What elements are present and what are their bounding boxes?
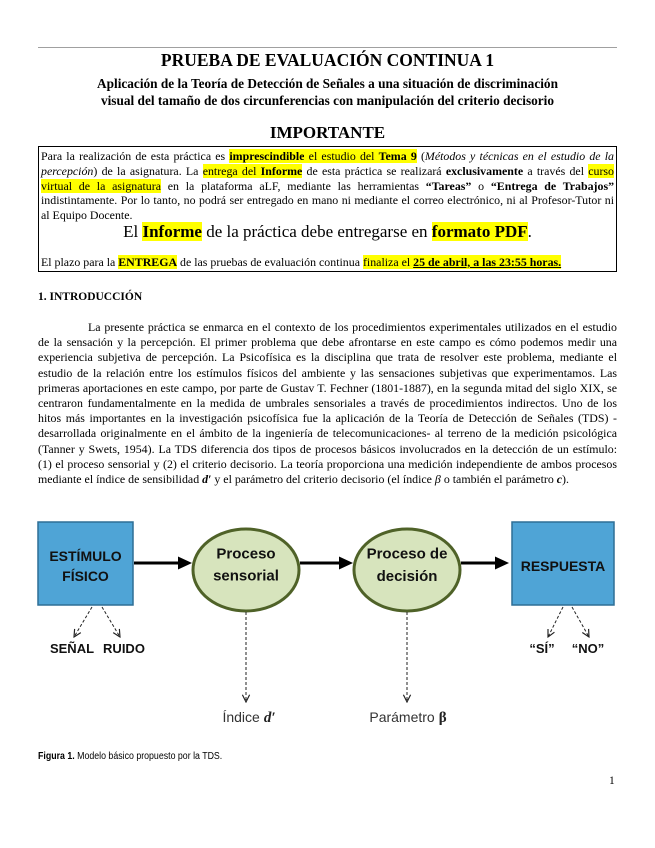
- text-run: La presente práctica se enmarca en el contexto de los procedimientos experimentales utilizados en el estudio de la sensación y la percepción. El primer problema que debe afrontarse en este campo es cómo podemos medir una experiencia subjetiva de percepción. La Psicofísica es la disciplina que trata de resolver este problema, mediante el estudio de la relación entre los estímulos físicos del ambiente y las sensaciones subjetivas que experimentamos. Las primeras aportaciones en este campo, por parte de Gustav T. Fechner (1801-1887), en la segunda mitad del siglo XIX, se centraron fundamentalmente en la medida de umbrales sensoriales a través de procedimientos indirectos. Uno de los hitos más importantes en la investigación psicofísica fue la aplicación de la Teoría de Detección de Señales (TDS) -desarrollada originalmente en el ámbito de la ingeniería de telecomunicaciones- al terreno de la medición psicológica (Tanner y Swets, 1954). La TDS diferencia dos tipos de procesos básicos involucrados en la detección de un estímulo: (1) el proceso sensorial y (2) el criterio decisorio. La teoría proporciona una medición independiente de ambos procesos mediante el índice de sensibilidad: [38, 320, 617, 487]
- tds-model-diagram: [0, 510, 655, 732]
- text-run: ).: [562, 472, 569, 487]
- arrow-head: [339, 557, 353, 570]
- document-subtitle: [38, 75, 617, 109]
- italic-text: β: [434, 472, 441, 487]
- text-run: Para la realización de esta práctica es: [41, 149, 230, 163]
- text-run: y el parámetro del criterio decisorio (el índice: [211, 472, 435, 487]
- notice-pdf-format: [41, 223, 614, 241]
- highlighted-text: ENTREGA: [118, 254, 178, 269]
- text-run: de la práctica debe entregarse en: [201, 221, 432, 241]
- italic-text: Métodos y técnicas en el estudio de la percepción: [41, 149, 615, 178]
- stimulus-node: [38, 522, 133, 605]
- bold-text: “Tareas”: [425, 178, 472, 193]
- no-response-label: “NO”: [571, 641, 605, 656]
- text-run: indistintamente. Por lo tanto, no podrá ser entregado en mano ni mediante el correo electrónico, ni al Profesor-Tutor ni al Equipo Docente.: [41, 193, 614, 223]
- figure-caption-label: Figura 1.: [38, 751, 75, 762]
- arrow-head: [178, 557, 192, 570]
- text-run: o: [471, 178, 491, 193]
- document-title: PRUEBA DE EVALUACIÓN CONTINUA 1: [160, 50, 495, 70]
- dashed-arrow-to-noise: [102, 607, 120, 637]
- text-run: (: [416, 149, 425, 163]
- bold-text: exclusivamente: [445, 163, 524, 178]
- text-run: en la plataforma aLF, mediante las herramientas: [161, 178, 426, 193]
- bold-text: c: [556, 472, 563, 487]
- notice-deadline: [41, 255, 614, 270]
- criterion-parameter-symbol: β: [438, 710, 447, 726]
- signal-label: SEÑAL: [49, 641, 95, 656]
- arrow-stimulus-to-sensory: [134, 557, 192, 570]
- figure-caption-text: Modelo básico propuesto por la TDS.: [74, 751, 223, 762]
- text-run: de las pruebas de evaluación continua: [177, 254, 363, 269]
- arrow-decision-to-response: [461, 557, 509, 570]
- sensitivity-index-label: [222, 709, 275, 726]
- highlighted-text: 25 de abril, a las 23:55 horas.: [413, 254, 562, 269]
- arrow-sensory-to-decision: [300, 557, 353, 570]
- highlighted-text: formato PDF: [431, 221, 528, 241]
- stimulus-label-line-1: ESTÍMULO: [49, 548, 122, 564]
- text-run: a través del: [523, 163, 589, 178]
- stimulus-label-line-2: FÍSICO: [62, 568, 109, 584]
- response-node: [512, 522, 614, 605]
- text-run: .: [527, 221, 532, 241]
- notice-instructions: [41, 149, 614, 223]
- highlighted-text: Informe: [260, 163, 303, 178]
- highlighted-text: Tema 9: [378, 149, 417, 163]
- page-number: 1: [609, 775, 615, 787]
- introduction-paragraph: [38, 320, 617, 487]
- highlighted-text: entrega del: [202, 163, 261, 178]
- sensory-process-label-line-1: Proceso: [216, 545, 276, 563]
- dashed-arrow-to-no: [572, 607, 589, 637]
- arrow-head: [495, 557, 509, 570]
- section-heading-introduction: 1. INTRODUCCIÓN: [38, 291, 143, 303]
- decision-process-label-line-1: Proceso de: [366, 545, 448, 563]
- bold-text: d′: [202, 472, 212, 487]
- figure-caption: [38, 751, 222, 763]
- text-run: ) de la asignatura. La: [93, 163, 203, 178]
- yes-response-label: “SÍ”: [529, 641, 555, 656]
- decision-process-node: [354, 529, 460, 611]
- sensory-process-label-line-2: sensorial: [213, 567, 279, 585]
- highlighted-text: Informe: [142, 221, 202, 241]
- important-notice-box: [38, 146, 617, 272]
- text-run: de esta práctica se realizará: [302, 163, 446, 178]
- response-label: RESPUESTA: [520, 558, 606, 574]
- bold-text: “Entrega de Trabajos”: [490, 178, 615, 193]
- text-run: o también el parámetro: [440, 472, 557, 487]
- sensitivity-index-symbol: d′: [263, 710, 276, 726]
- highlighted-text: el estudio del: [304, 149, 379, 163]
- sensory-process-node: [193, 529, 299, 611]
- sensitivity-index-word: Índice: [222, 709, 260, 725]
- highlighted-text: imprescindible: [229, 149, 305, 163]
- decision-process-label-line-2: decisión: [376, 568, 438, 585]
- dashed-arrow-to-signal: [74, 607, 92, 637]
- highlighted-text: finaliza el: [362, 254, 414, 269]
- text-run: El: [123, 221, 143, 241]
- important-heading: IMPORTANTE: [269, 123, 386, 142]
- noise-label: RUIDO: [103, 641, 145, 656]
- criterion-parameter-word: Parámetro: [369, 709, 435, 725]
- highlighted-text: curso virtual de la asignatura: [41, 163, 614, 193]
- subtitle-line: visual del tamaño de dos circunferencias con manipulación del criterio decisorio: [100, 93, 555, 108]
- header-rule: [38, 47, 617, 48]
- criterion-parameter-label: [369, 709, 446, 726]
- subtitle-line: Aplicación de la Teoría de Detección de Señales a una situación de discriminación: [97, 76, 558, 91]
- text-run: El plazo para la: [41, 254, 119, 269]
- dashed-arrow-to-yes: [548, 607, 563, 637]
